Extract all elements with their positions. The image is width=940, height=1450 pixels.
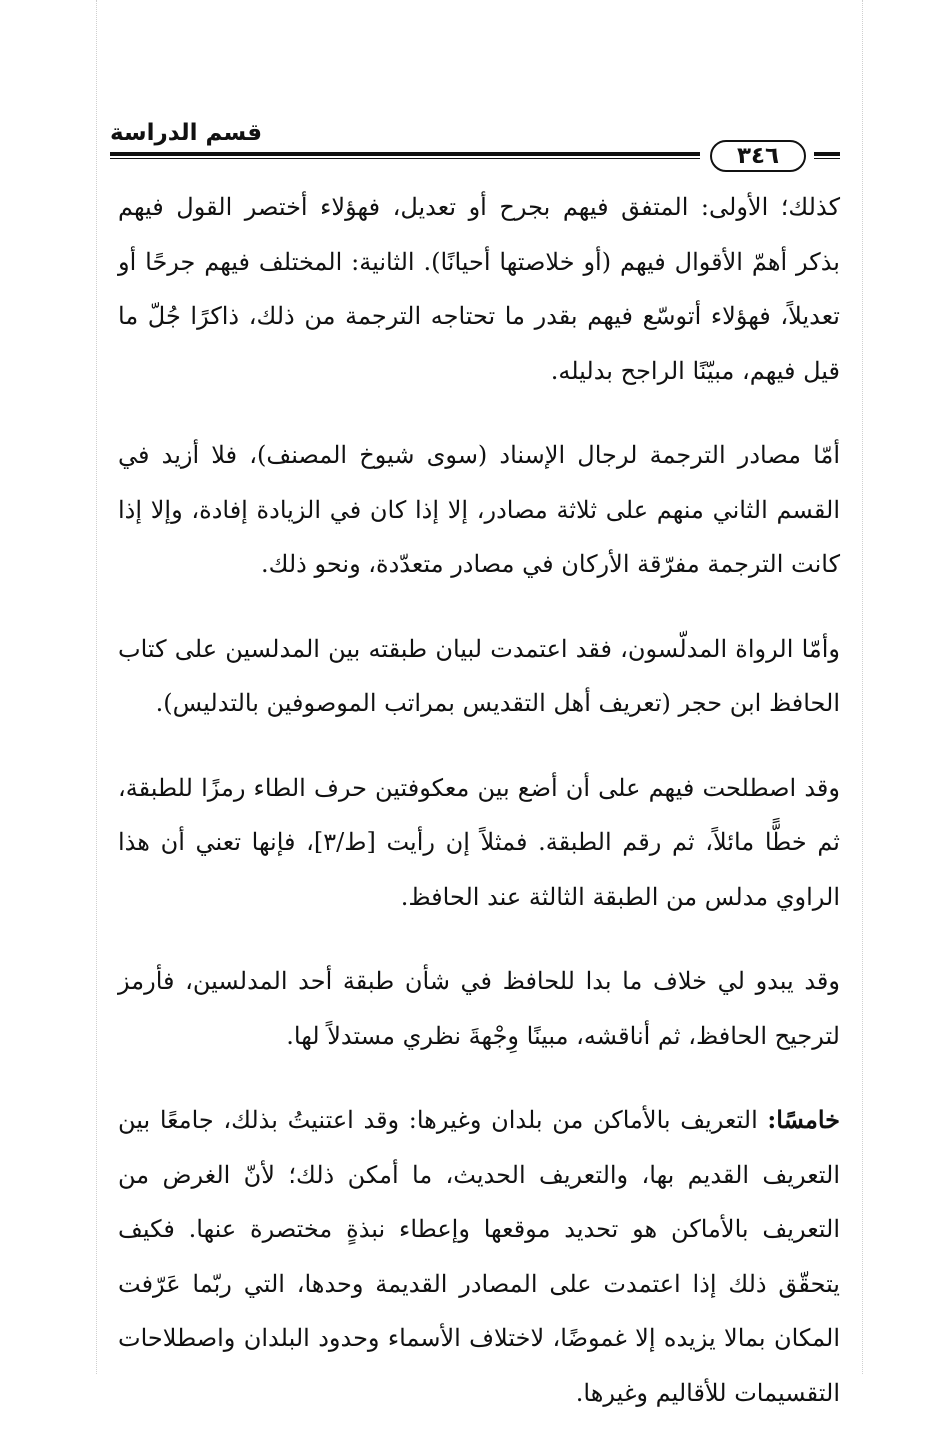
paragraph — [118, 180, 840, 398]
paragraph-text: كذلك؛ الأولى: المتفق فيهم بجرح أو تعديل، فهؤلاء أختصر القول فيهم بذكر أهمّ الأقوال فيهم (أو خلاصتها أحيانًا). الثانية: المختلف فيهم جرحًا أو تعديلاً، فهؤلاء أتوسّع فيهم بقدر ما تحتاجه الترجمة من ذلك، ذاكرًا جُلّ ما قيل فيهم، مبيّنًا الراجح بدليله. — [118, 193, 840, 385]
paragraph — [118, 954, 840, 1063]
section-title: قسم الدراسة — [110, 120, 263, 146]
paragraph — [118, 1093, 840, 1420]
scan-artifact-line — [96, 0, 97, 1374]
paragraph-text: وأمّا الرواة المدلّسون، فقد اعتمدت لبيان طبقته بين المدلسين على كتاب الحافظ ابن حجر (تعريف أهل التقديس بمراتب الموصوفين بالتدليس). — [118, 634, 840, 717]
paragraph — [118, 622, 840, 731]
paragraph — [118, 761, 840, 925]
paragraph-text: أمّا مصادر الترجمة لرجال الإسناد (سوى شيوخ المصنف)، فلا أزيد في القسم الثاني منهم على ثلاثة مصادر، إلا إذا كان في الزيادة إفادة، وإلا إذا كانت الترجمة مفرّقة الأركان في مصادر متعدّدة، ونحو ذلك. — [118, 441, 840, 578]
paragraph-lead: خامسًا: — [767, 1105, 840, 1134]
scan-artifact-line — [862, 0, 863, 1374]
paragraph-text: وقد اصطلحت فيهم على أن أضع بين معكوفتين حرف الطاء رمزًا للطبقة، ثم خطًّا مائلاً، ثم رقم الطبقة. فمثلاً إن رأيت [ط/٣]، فإنها تعني أن هذا الراوي مدلس من الطبقة الثالثة عند الحافظ. — [118, 773, 840, 911]
header-rule — [814, 158, 840, 159]
paragraph — [118, 428, 840, 592]
page-number: ٣٤٦ — [710, 140, 806, 172]
header-rule — [814, 152, 840, 156]
paragraph-text: وقد يبدو لي خلاف ما بدا للحافظ في شأن طبقة أحد المدلسين، فأرمز لترجيح الحافظ، ثم أناقشه، مبينًا وِجْهةَ نظري مستدلاً لها. — [118, 967, 840, 1050]
page-header — [110, 118, 840, 178]
header-rule — [110, 158, 700, 159]
body-text — [118, 180, 840, 1450]
paragraph-text: التعريف بالأماكن من بلدان وغيرها: وقد اعتنيتُ بذلك، جامعًا بين التعريف القديم بها، والتعريف الحديث، ما أمكن ذلك؛ لأنّ الغرض من التعريف بالأماكن هو تحديد موقعها وإعطاء نبذةٍ مختصرة عنها. فكيف يتحقّق ذلك إذا اعتمدت على المصادر القديمة وحدها، التي ربّما عَرّفت المكان بمالا يزيده إلا غموضًا، لاختلاف الأسماء وحدود البلدان واصطلاحات التقسيمات للأقاليم وغيرها. — [118, 1106, 840, 1407]
header-rule — [110, 152, 700, 156]
